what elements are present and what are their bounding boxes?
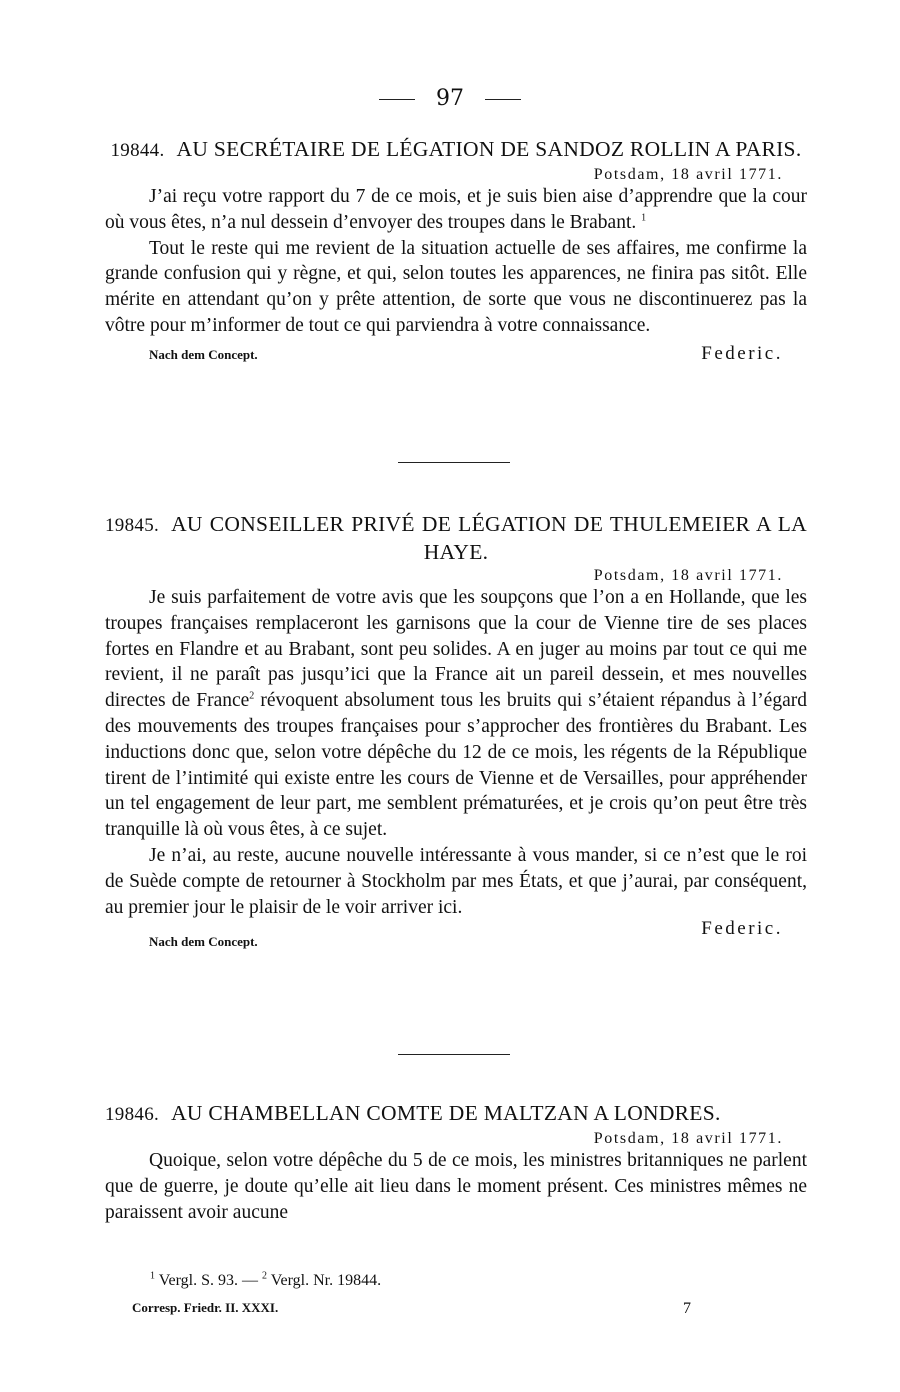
footnote-ref: 2 bbox=[249, 690, 255, 702]
page-header bbox=[0, 86, 900, 111]
footnote-mark: 1 bbox=[150, 1270, 155, 1282]
letter-title bbox=[105, 1100, 807, 1128]
letter-heading: AU CHAMBELLAN COMTE DE MALTZAN A LONDRES. bbox=[171, 1101, 721, 1125]
section-divider bbox=[398, 1054, 510, 1055]
signature: Federic. bbox=[701, 918, 783, 940]
paragraph: Tout le reste qui me revient de la situation actuelle de ses affaires, me confirme la grande confusion qui y règne, et qui, selon toutes les apparences, ne finira pas sitôt. Elle mérite en attendant qu’on y prête attention, de sorte que vous ne discontinuerez pas la vôtre pour m’informer de tout ce qui parviendra à votre connaissance. bbox=[105, 237, 807, 336]
letter-title bbox=[105, 511, 807, 565]
source-note: Nach dem Concept. bbox=[149, 934, 258, 950]
letter-heading: AU CONSEILLER PRIVÉ DE LÉGATION DE THULEMEIER A LA HAYE. bbox=[171, 512, 807, 564]
section-divider bbox=[398, 462, 510, 463]
letter-body bbox=[105, 585, 807, 920]
letter-title bbox=[105, 136, 807, 164]
letter-19844 bbox=[105, 136, 807, 367]
header-dash-right bbox=[485, 99, 521, 100]
letter-body bbox=[105, 184, 807, 339]
header-dash-left bbox=[379, 99, 415, 100]
footnote-line bbox=[150, 1272, 710, 1296]
footnote-text: Vergl. Nr. 19844. bbox=[270, 1272, 382, 1289]
sheet-number: 7 bbox=[683, 1300, 691, 1317]
footnote-text: Vergl. S. 93. bbox=[158, 1272, 238, 1289]
signature: Federic. bbox=[701, 342, 783, 364]
place-date: Potsdam, 18 avril 1771. bbox=[593, 567, 783, 584]
paragraph: Je suis parfaitement de votre avis que les soupçons que l’on a en Hollande, que les troupes françaises remplaceront les garnisons que la cour de Vienne tire de ses places fortes en Flandre et au Brabant, sont peu solides. A en juger au moins par tout ce qui me revient, il ne paraît pas jusqu’ici que la France ait un pareil dessein, et mes nouvelles directes de France$^2$ révoquent absolument tous les bruits qui s’étaient répandus à l’égard des mouvements des troupes françaises pour s’approcher des frontières du Brabant. Les inductions donc que, selon votre dépêche du 12 de ce mois, les régents de la République tirent de l’intimité qui existe entre les cours de Vienne et de Versailles, pour appréhender un tel engagement de leur part, me semblent prématurées, et je crois qu’on peut être très tranquille là où vous êtes, à ce sujet. bbox=[105, 587, 807, 841]
footnotes bbox=[150, 1272, 710, 1296]
letter-number: 19845. bbox=[105, 515, 160, 536]
signature-row bbox=[105, 343, 807, 367]
place-date: Potsdam, 18 avril 1771. bbox=[593, 1130, 783, 1147]
letter-19845 bbox=[105, 511, 807, 948]
letter-number: 19846. bbox=[105, 1104, 160, 1125]
footnote-separator: — bbox=[241, 1272, 258, 1289]
letter-19846 bbox=[105, 1100, 807, 1225]
letter-number: 19844. bbox=[110, 140, 165, 161]
footnote-mark: 2 bbox=[261, 1270, 267, 1282]
place-date: Potsdam, 18 avril 1771. bbox=[593, 166, 783, 183]
page-number: 97 bbox=[436, 86, 464, 111]
footnote-ref: 1 bbox=[641, 212, 647, 224]
source-note: Nach dem Concept. bbox=[149, 346, 258, 362]
signature-row bbox=[105, 918, 807, 950]
paragraph: J’ai reçu votre rapport du 7 de ce mois, et je suis bien aise d’apprendre que la cour où vous êtes, n’a nul dessein d’envoyer des troupes dans le Brabant. $^1$ bbox=[105, 186, 807, 233]
signature-mark: Corresp. Friedr. II. XXXI. bbox=[132, 1300, 279, 1315]
paragraph: Quoique, selon votre dépêche du 5 de ce mois, les ministres britanniques ne parlent que de guerre, je doute qu’elle ait lieu dans le moment présent. Ces ministres mêmes ne paraissent avoir aucune bbox=[105, 1150, 807, 1223]
paragraph: Je n’ai, au reste, aucune nouvelle intéressante à vous mander, si ce n’est que le roi de Suède compte de retourner à Stockholm par mes États, et que j’aurai, par conséquent, au premier jour le plaisir de le voir arriver ici. bbox=[105, 844, 807, 918]
letter-body bbox=[105, 1148, 807, 1225]
letter-heading: AU SECRÉTAIRE DE LÉGATION DE SANDOZ ROLLIN A PARIS. bbox=[176, 137, 802, 161]
